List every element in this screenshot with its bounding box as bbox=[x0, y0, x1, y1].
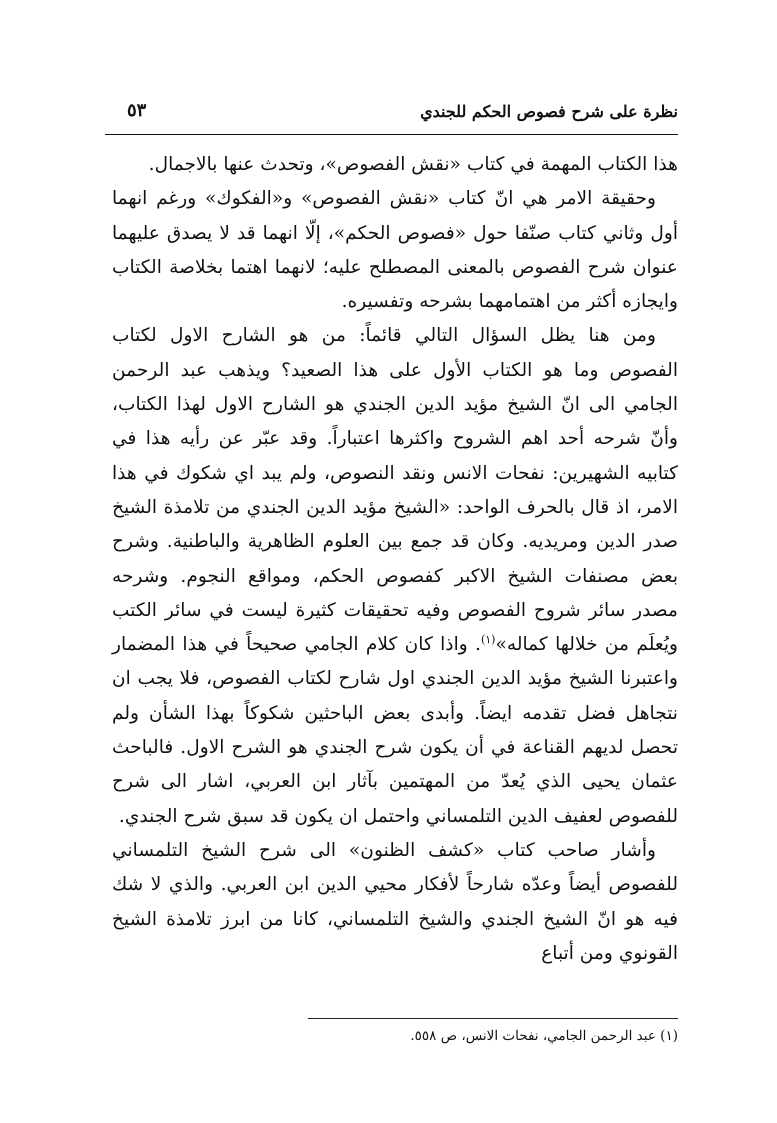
header-rule bbox=[105, 134, 678, 135]
paragraph: هذا الكتاب المهمة في كتاب «نقش الفصوص»، وتحدث عنها بالاجمال. bbox=[148, 154, 678, 175]
footnote: (١) عبد الرحمن الجامي، نفحات الانس، ص ٥٥٨. bbox=[410, 1028, 678, 1044]
page-header bbox=[105, 92, 678, 132]
page-number: ٥٣ bbox=[127, 100, 147, 121]
paragraph-text: . واذا كان كلام الجامي صحيحاً في هذا المضمار واعتبرنا الشيخ مؤيد الدين الجندي اول شارح لكتاب الفصوص، فلا يجب ان نتجاهل فضل تقدمه ايضاً. وأبدى بعض الباحثين شكوكاً بهذا الشأن ولم تحصل لديهم القناعة في أن يكون شرح الجندي هو الشرح الاول. فالباحث عثمان يحيى الذي يُعدّ من المهتمين بآثار ابن العربي، اشار الى شرح للفصوص لعفيف الدين التلمساني واحتمل ان يكون قد سبق شرح الجندي. bbox=[112, 634, 678, 827]
running-title: نظرة على شرح فصوص الحكم للجندي bbox=[420, 102, 678, 121]
footnote-reference: (١) bbox=[480, 632, 496, 646]
paragraph: وأشار صاحب كتاب «كشف الظنون» الى شرح الشيخ التلمساني للفصوص أيضاً وعدّه شارحاً لأفكار محيي الدين ابن العربي. والذي لا شك فيه هو انّ الشيخ الجندي والشيخ التلمساني، كانا من ابرز تلامذة الشيخ القونوي ومن أتباع bbox=[112, 839, 678, 964]
footnote-rule bbox=[308, 1018, 678, 1019]
paragraph-text: ومن هنا يظل السؤال التالي قائماً: من هو الشارح الاول لكتاب الفصوص وما هو الكتاب الأول على هذا الصعيد؟ ويذهب عبد الرحمن الجامي الى انّ الشيخ مؤيد الدين الجندي هو الشارح الاول لهذا الكتاب، وأنّ شرحه أحد اهم الشروح واكثرها اعتباراً. وقد عبّر عن رأيه هذا في كتابيه الشهيرين: نفحات الانس ونقد النصوص، ولم يبد اي شكوك في هذا الامر، اذ قال بالحرف الواحد: «الشيخ مؤيد الدين الجندي من تلامذة الشيخ صدر الدين ومريديه. وكان قد جمع بين العلوم الظاهرية والباطنية. وشرح بعض مصنفات الشيخ الاكبر كفصوص الحكم، ومواقع النجوم. وشرحه مصدر سائر شروح الفصوص وفيه تحقيقات كثيرة ليست في سائر الكتب ويُعلَم من خلالها كماله» bbox=[112, 325, 678, 656]
paragraph bbox=[112, 319, 678, 833]
paragraph: وحقيقة الامر هي انّ كتاب «نقش الفصوص» و«الفكوك» ورغم انهما أول وثاني كتاب صنّفا حول «فصوص الحكم»، إلّا انهما قد لا يصدق عليهما عنوان شرح الفصوص بالمعنى المصطلح عليه؛ لانهما اهتما بخلاصة الكتاب وايجازه أكثر من اهتمامهما بشرحه وتفسيره. bbox=[112, 188, 678, 313]
body-text bbox=[112, 148, 678, 971]
